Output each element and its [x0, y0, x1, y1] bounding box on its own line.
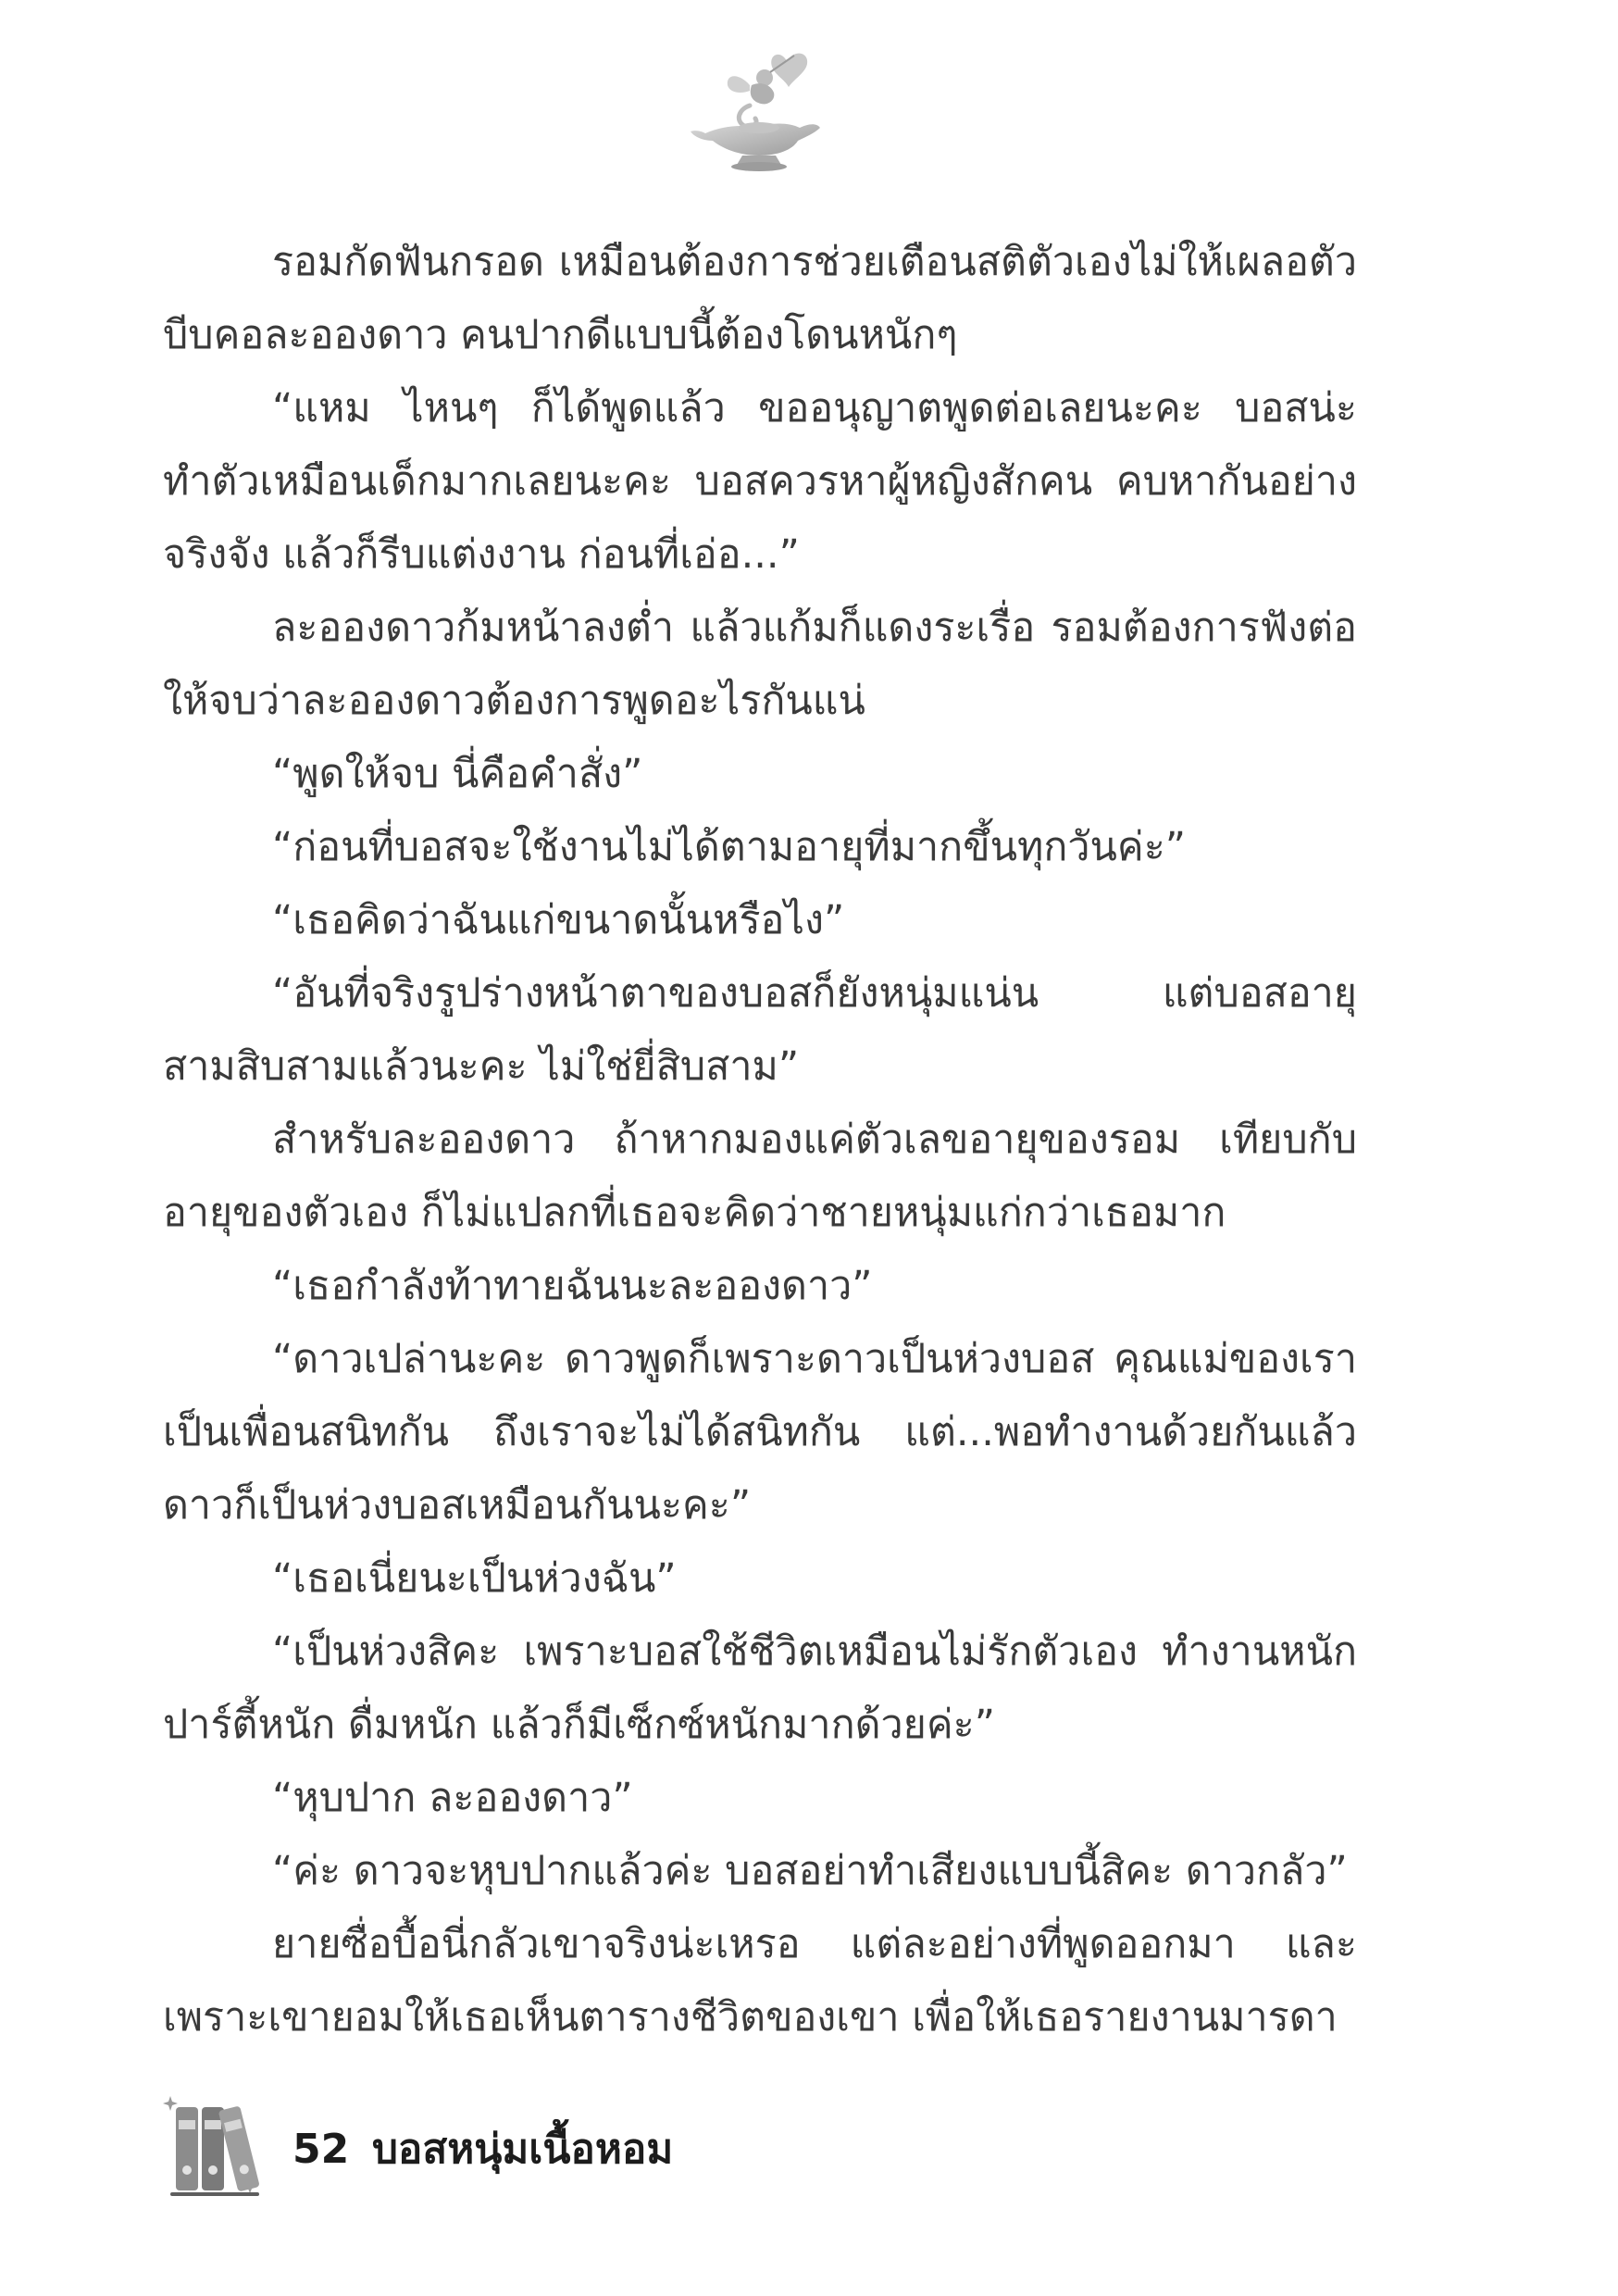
- page-number: 52: [292, 2126, 350, 2173]
- magic-lamp-cupid-ornament-icon: [685, 44, 824, 179]
- paragraph: สำหรับละอองดาว ถ้าหากมองแค่ตัวเลขอายุของรอม เทียบกับอายุของตัวเอง ก็ไม่แปลกที่เธอจะคิดว่าชายหนุ่มแก่กว่าเธอมาก: [163, 1117, 1357, 1236]
- paragraph: “เธอกำลังท้าทายฉันนะละอองดาว”: [272, 1263, 873, 1309]
- paragraph: “หุบปาก ละอองดาว”: [272, 1775, 633, 1821]
- books-icon: [163, 2092, 267, 2203]
- paragraph: ยายซื่อบื้อนี่กลัวเขาจริงน่ะเหรอ แต่ละอย่างที่พูดออกมา และเพราะเขายอมให้เธอเห็นตารางชีวิตของเขา เพื่อให้เธอรายงานมารดา: [163, 1921, 1357, 2040]
- paragraph: “อันที่จริงรูปร่างหน้าตาของบอสก็ยังหนุ่มแน่น แต่บอสอายุสามสิบสามแล้วนะคะ ไม่ใช่ยี่สิบสาม”: [163, 970, 1357, 1090]
- paragraph: “เป็นห่วงสิคะ เพราะบอสใช้ชีวิตเหมือนไม่รักตัวเอง ทำงานหนักปาร์ตี้หนัก ดื่มหนัก แล้วก็มีเซ็กซ์หนักมากด้วยค่ะ”: [163, 1628, 1357, 1748]
- body-text: [163, 226, 1357, 2054]
- paragraph: “แหม ไหนๆ ก็ได้พูดแล้ว ขออนุญาตพูดต่อเลยนะคะ บอสน่ะทำตัวเหมือนเด็กมากเลยนะคะ บอสควรหาผู้หญิงสักคน คบหากันอย่างจริงจัง แล้วก็รีบแต่งงาน ก่อนที่เอ่อ...”: [163, 385, 1357, 578]
- page-footer: [163, 2092, 866, 2203]
- paragraph: “เธอคิดว่าฉันแก่ขนาดนั้นหรือไง”: [272, 897, 845, 943]
- paragraph: “เธอเนี่ยนะเป็นห่วงฉัน”: [272, 1555, 677, 1602]
- paragraph: “ดาวเปล่านะคะ ดาวพูดก็เพราะดาวเป็นห่วงบอส คุณแม่ของเราเป็นเพื่อนสนิทกัน ถึงเราจะไม่ได้สนิทกัน แต่...พอทำงานด้วยกันแล้วดาวก็เป็นห่วงบอสเหมือนกันนะคะ”: [163, 1336, 1357, 1529]
- paragraph: “ค่ะ ดาวจะหุบปากแล้วค่ะ บอสอย่าทำเสียงแบบนี้สิคะ ดาวกลัว”: [272, 1848, 1348, 1894]
- book-title: บอสหนุ่มเนื้อหอม: [372, 2126, 674, 2173]
- paragraph: “พูดให้จบ นี่คือคำสั่ง”: [272, 751, 643, 797]
- paragraph: ละอองดาวก้มหน้าลงต่ำ แล้วแก้มก็แดงระเรื่อ รอมต้องการฟังต่อให้จบว่าละอองดาวต้องการพูดอะไรกันแน่: [163, 605, 1357, 724]
- paragraph: รอมกัดฟันกรอด เหมือนต้องการช่วยเตือนสติตัวเองไม่ให้เผลอตัวบีบคอละอองดาว คนปากดีแบบนี้ต้องโดนหนักๆ: [163, 239, 1357, 358]
- paragraph: “ก่อนที่บอสจะใช้งานไม่ได้ตามอายุที่มากขึ้นทุกวันค่ะ”: [272, 824, 1187, 870]
